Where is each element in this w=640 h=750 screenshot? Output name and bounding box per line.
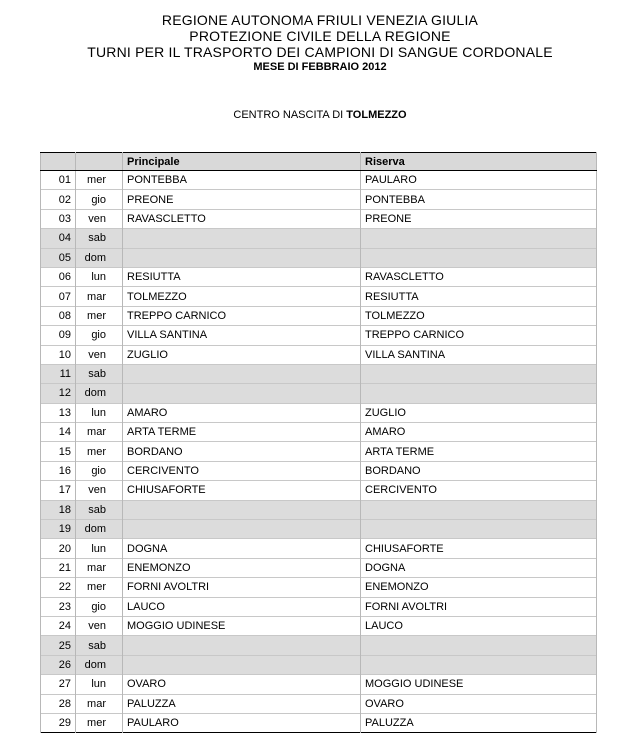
riserva-cell: FORNI AVOLTRI (361, 597, 597, 616)
principale-cell: BORDANO (123, 442, 361, 461)
weekday-cell: sab (76, 636, 123, 655)
riserva-cell: PONTEBBA (361, 190, 597, 209)
weekday-cell: sab (76, 229, 123, 248)
shift-table (40, 152, 597, 733)
column-header-number (41, 153, 76, 171)
table-row (41, 248, 597, 267)
document-header (0, 0, 640, 74)
principale-cell: ZUGLIO (123, 345, 361, 364)
principale-cell (123, 500, 361, 519)
day-number-cell: 20 (41, 539, 76, 558)
weekday-cell: mer (76, 442, 123, 461)
principale-cell (123, 229, 361, 248)
weekday-cell: ven (76, 481, 123, 500)
day-number-cell: 14 (41, 423, 76, 442)
table-row (41, 481, 597, 500)
day-number-cell: 08 (41, 306, 76, 325)
day-number-cell: 29 (41, 713, 76, 732)
weekday-cell: lun (76, 675, 123, 694)
principale-cell: PAULARO (123, 713, 361, 732)
weekday-cell: ven (76, 345, 123, 364)
table-header-row (41, 153, 597, 171)
riserva-cell: ARTA TERME (361, 442, 597, 461)
principale-cell (123, 636, 361, 655)
principale-cell: CERCIVENTO (123, 461, 361, 480)
day-number-cell: 01 (41, 171, 76, 190)
principale-cell (123, 384, 361, 403)
table-row (41, 209, 597, 228)
day-number-cell: 23 (41, 597, 76, 616)
weekday-cell: mar (76, 558, 123, 577)
header-region: REGIONE AUTONOMA FRIULI VENEZIA GIULIA (161, 12, 479, 28)
table-row (41, 713, 597, 732)
principale-cell: AMARO (123, 403, 361, 422)
header-month-prefix: MESE DI (253, 61, 299, 73)
day-number-cell: 09 (41, 326, 76, 345)
riserva-cell: VILLA SANTINA (361, 345, 597, 364)
day-number-cell: 15 (41, 442, 76, 461)
column-header-riserva: Riserva (361, 153, 597, 171)
weekday-cell: mar (76, 694, 123, 713)
day-number-cell: 21 (41, 558, 76, 577)
table-row (41, 190, 597, 209)
riserva-cell (361, 500, 597, 519)
principale-cell: MOGGIO UDINESE (123, 616, 361, 635)
weekday-cell: dom (76, 520, 123, 539)
header-department: PROTEZIONE CIVILE DELLA REGIONE (189, 28, 451, 44)
weekday-cell: mer (76, 171, 123, 190)
table-row (41, 326, 597, 345)
riserva-cell: RESIUTTA (361, 287, 597, 306)
table-row (41, 675, 597, 694)
weekday-cell: lun (76, 539, 123, 558)
riserva-cell: PALUZZA (361, 713, 597, 732)
table-row (41, 520, 597, 539)
day-number-cell: 16 (41, 461, 76, 480)
table-row (41, 636, 597, 655)
birth-center-prefix: CENTRO NASCITA DI (233, 109, 344, 121)
table-row (41, 364, 597, 383)
principale-cell: DOGNA (123, 539, 361, 558)
table-row (41, 306, 597, 325)
riserva-cell (361, 520, 597, 539)
weekday-cell: ven (76, 209, 123, 228)
riserva-cell: OVARO (361, 694, 597, 713)
day-number-cell: 12 (41, 384, 76, 403)
day-number-cell: 18 (41, 500, 76, 519)
weekday-cell: mer (76, 578, 123, 597)
table-row (41, 578, 597, 597)
table-row (41, 539, 597, 558)
principale-cell: PALUZZA (123, 694, 361, 713)
day-number-cell: 25 (41, 636, 76, 655)
day-number-cell: 07 (41, 287, 76, 306)
riserva-cell: PREONE (361, 209, 597, 228)
riserva-cell: CERCIVENTO (361, 481, 597, 500)
weekday-cell: dom (76, 655, 123, 674)
day-number-cell: 03 (41, 209, 76, 228)
weekday-cell: dom (76, 248, 123, 267)
principale-cell: PONTEBBA (123, 171, 361, 190)
day-number-cell: 06 (41, 267, 76, 286)
weekday-cell: dom (76, 384, 123, 403)
riserva-cell (361, 364, 597, 383)
riserva-cell: TREPPO CARNICO (361, 326, 597, 345)
principale-cell: TOLMEZZO (123, 287, 361, 306)
riserva-cell (361, 636, 597, 655)
table-row (41, 500, 597, 519)
weekday-cell: gio (76, 461, 123, 480)
principale-cell: VILLA SANTINA (123, 326, 361, 345)
day-number-cell: 27 (41, 675, 76, 694)
weekday-cell: mer (76, 306, 123, 325)
weekday-cell: mer (76, 713, 123, 732)
weekday-cell: gio (76, 597, 123, 616)
day-number-cell: 22 (41, 578, 76, 597)
day-number-cell: 17 (41, 481, 76, 500)
day-number-cell: 24 (41, 616, 76, 635)
day-number-cell: 10 (41, 345, 76, 364)
birth-center-title (0, 109, 640, 121)
riserva-cell: PAULARO (361, 171, 597, 190)
riserva-cell: AMARO (361, 423, 597, 442)
principale-cell (123, 520, 361, 539)
day-number-cell: 04 (41, 229, 76, 248)
table-row (41, 694, 597, 713)
table-row (41, 267, 597, 286)
table-row (41, 384, 597, 403)
weekday-cell: gio (76, 326, 123, 345)
table-row (41, 403, 597, 422)
column-header-day (76, 153, 123, 171)
weekday-cell: ven (76, 616, 123, 635)
riserva-cell: TOLMEZZO (361, 306, 597, 325)
riserva-cell: BORDANO (361, 461, 597, 480)
table-row (41, 229, 597, 248)
table-row (41, 345, 597, 364)
principale-cell: TREPPO CARNICO (123, 306, 361, 325)
weekday-cell: gio (76, 190, 123, 209)
day-number-cell: 11 (41, 364, 76, 383)
principale-cell (123, 248, 361, 267)
weekday-cell: mar (76, 287, 123, 306)
riserva-cell: MOGGIO UDINESE (361, 675, 597, 694)
riserva-cell: LAUCO (361, 616, 597, 635)
principale-cell: FORNI AVOLTRI (123, 578, 361, 597)
table-body (41, 171, 597, 733)
principale-cell: ARTA TERME (123, 423, 361, 442)
riserva-cell (361, 655, 597, 674)
principale-cell: RESIUTTA (123, 267, 361, 286)
table-row (41, 461, 597, 480)
riserva-cell (361, 384, 597, 403)
principale-cell: LAUCO (123, 597, 361, 616)
table-row (41, 171, 597, 190)
table-row (41, 597, 597, 616)
table-row (41, 558, 597, 577)
day-number-cell: 13 (41, 403, 76, 422)
riserva-cell: DOGNA (361, 558, 597, 577)
table-row (41, 616, 597, 635)
riserva-cell (361, 248, 597, 267)
weekday-cell: sab (76, 500, 123, 519)
riserva-cell: RAVASCLETTO (361, 267, 597, 286)
principale-cell (123, 364, 361, 383)
weekday-cell: mar (76, 423, 123, 442)
riserva-cell: ZUGLIO (361, 403, 597, 422)
header-month (0, 60, 640, 74)
day-number-cell: 28 (41, 694, 76, 713)
principale-cell (123, 655, 361, 674)
riserva-cell (361, 229, 597, 248)
weekday-cell: sab (76, 364, 123, 383)
principale-cell: ENEMONZO (123, 558, 361, 577)
principale-cell: CHIUSAFORTE (123, 481, 361, 500)
header-month-value: FEBBRAIO 2012 (301, 61, 387, 73)
principale-cell: PREONE (123, 190, 361, 209)
weekday-cell: lun (76, 267, 123, 286)
riserva-cell: ENEMONZO (361, 578, 597, 597)
day-number-cell: 05 (41, 248, 76, 267)
table-row (41, 655, 597, 674)
weekday-cell: lun (76, 403, 123, 422)
table-row (41, 287, 597, 306)
day-number-cell: 02 (41, 190, 76, 209)
header-title: TURNI PER IL TRASPORTO DEI CAMPIONI DI SANGUE CORDONALE (87, 44, 553, 60)
day-number-cell: 26 (41, 655, 76, 674)
riserva-cell: CHIUSAFORTE (361, 539, 597, 558)
birth-center-name: TOLMEZZO (346, 109, 407, 121)
day-number-cell: 19 (41, 520, 76, 539)
table-row (41, 423, 597, 442)
table-row (41, 442, 597, 461)
column-header-principale: Principale (123, 153, 361, 171)
principale-cell: RAVASCLETTO (123, 209, 361, 228)
principale-cell: OVARO (123, 675, 361, 694)
